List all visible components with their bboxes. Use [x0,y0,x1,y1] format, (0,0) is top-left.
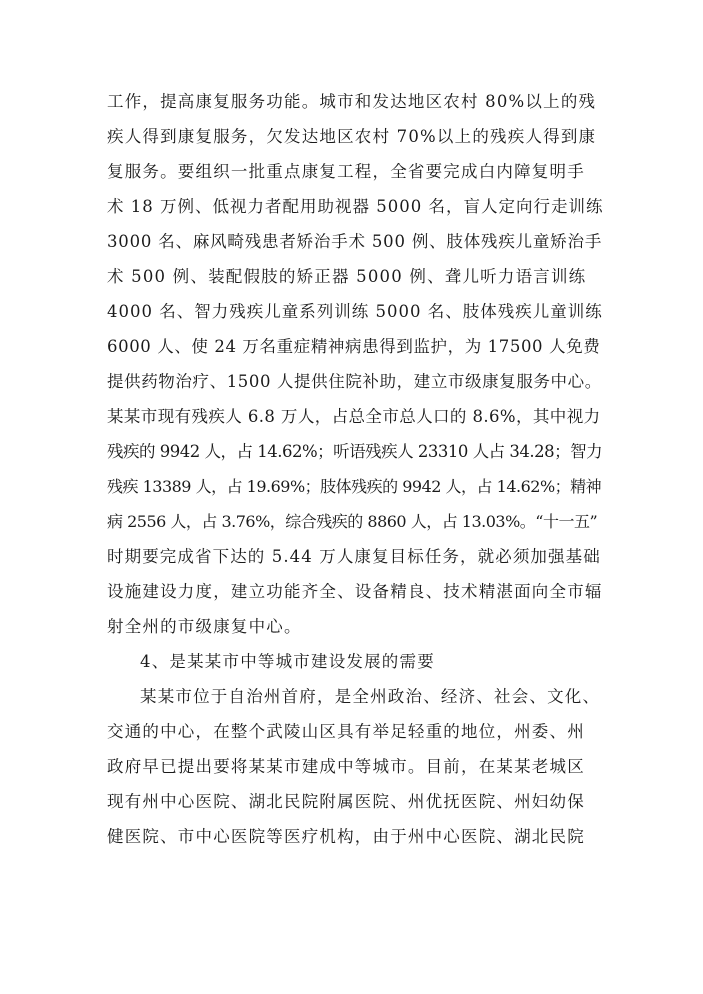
text-line: 健医院、市中心医院等医疗机构，由于州中心医院、湖北民院 [107,827,585,846]
text-line: 4000 名、智力残疾儿童系列训练 5000 名、肢体残疾儿童训练 [107,302,603,321]
text-line: 设施建设力度，建立功能齐全、设备精良、技术精湛面向全市辐 [107,582,603,601]
text-line: 术 18 万例、低视力者配用助视器 5000 名，盲人定向行走训练 [107,197,604,216]
text-line: 政府早已提出要将某某市建成中等城市。目前，在某某老城区 [107,757,585,776]
text-line: 6000 人、使 24 万名重症精神病患得到监护，为 17500 人免费 [107,337,601,356]
text-line: 现有州中心医院、湖北民院附属医院、州优抚医院、州妇幼保 [107,792,585,811]
text-line: 残疾的 9942 人，占 14.62%；听语残疾人 23310 人占 34.28；智力 [107,442,603,461]
text-line: 残疾 13389 人，占 19.69%；肢体残疾的 9942 人，占 14.62%；精神 [107,477,602,496]
text-line: 提供药物治疗、1500 人提供住院补助，建立市级康复服务中心。 [107,372,602,391]
text-line: 某某市现有残疾人 6.8 万人，占总全市总人口的 8.6%，其中视力 [107,407,601,426]
text-line: 工作，提高康复服务功能。城市和发达地区农村 80%以上的残 [107,92,597,111]
text-line: 复服务。要组织一批重点康复工程，全省要完成白内障复明手 [107,162,585,181]
text-line: 术 500 例、装配假肢的矫正器 5000 例、聋儿听力语言训练 [107,267,587,286]
section-heading: 4、是某某市中等城市建设发展的需要 [140,652,435,671]
text-line: 病 2556 人，占 3.76%，综合残疾的 8860 人，占 13.03%。“十一五” [107,512,598,531]
text-line: 交通的中心，在整个武陵山区具有举足轻重的地位，州委、州 [107,722,585,741]
text-line: 疾人得到康复服务，欠发达地区农村 70%以上的残疾人得到康 [107,127,597,146]
paragraph-first-line: 某某市位于自治州首府，是全州政治、经济、社会、文化、 [140,687,601,706]
text-line: 时期要完成省下达的 5.44 万人康复目标任务，就必须加强基础 [107,547,601,566]
text-line: 3000 名、麻风畸残患者矫治手术 500 例、肢体残疾儿童矫治手 [107,232,603,251]
text-line: 射全州的市级康复中心。 [107,617,302,636]
